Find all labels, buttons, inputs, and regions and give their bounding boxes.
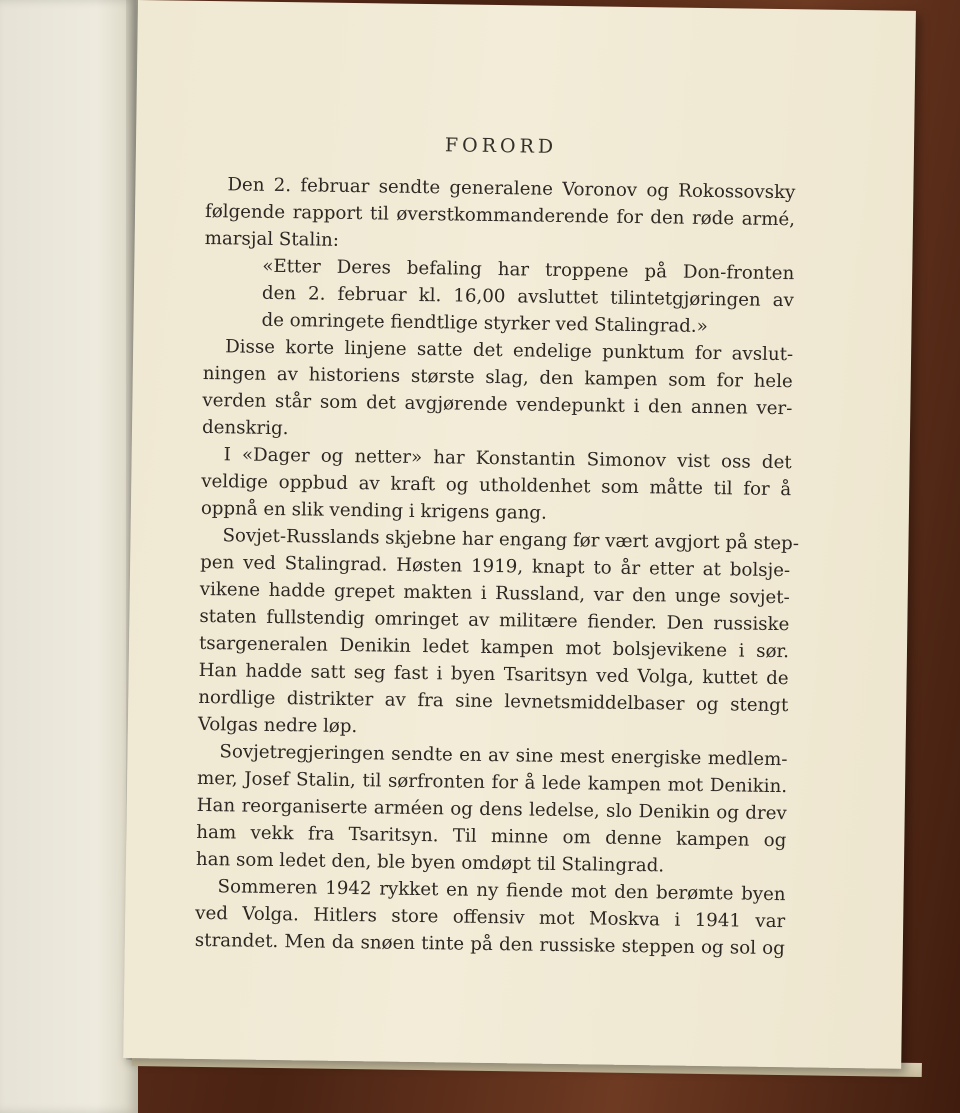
text-line: veldige oppbud av kraft og utholdenhet som måtte til for å: [201, 470, 792, 501]
text-line: Sovjetregjeringen sendte en av sine mest energiske medlem-: [219, 741, 788, 771]
text-line: verden står som det avgjørende vendepunkt i den annen ver-: [202, 389, 793, 420]
page-heading: FORORD: [444, 134, 558, 158]
text-line: Han reorganiserte arméen og dens ledelse, slo Denikin og drev: [196, 794, 787, 825]
text-line: Den 2. februar sendte generalene Voronov og Rokossovsky: [227, 174, 796, 204]
text-line: strandet. Men da snøen tinte på den russiske steppen og sol og: [194, 929, 785, 960]
text-line: følgende rapport til øverstkommanderende for den røde armé,: [204, 200, 796, 231]
text-line: mer, Josef Stalin, til sørfronten for å lede kampen mot Denikin.: [196, 767, 788, 798]
text-line: Volgas nedre løp.: [197, 713, 358, 738]
quote-line: de omringete fiendtlige styrker ved Stalingrad.»: [261, 309, 708, 337]
text-line: denskrig.: [201, 416, 289, 440]
text-line: staten fullstendig omringet av militære fiender. Den russiske: [199, 605, 790, 636]
quote-line: «Etter Deres befaling har troppene på Don-fronten: [262, 255, 795, 285]
quote-line: den 2. februar kl. 16,00 avsluttet tilintetgjøringen av: [261, 282, 795, 312]
left-page: [0, 0, 138, 1113]
text-line: nordlige distrikter av fra sine levnetsmiddelbaser og stengt: [198, 686, 789, 717]
text-line: pen ved Stalingrad. Høsten 1919, knapt to år etter at bolsje-: [200, 551, 791, 582]
book-page: [123, 0, 916, 1069]
text-line: ningen av historiens største slag, den kampen som for hele: [202, 362, 793, 393]
text-line: ved Volga. Hitlers store offensiv mot Moskva i 1941 var: [195, 902, 786, 933]
text-line: han som ledet den, ble byen omdøpt til Stalingrad.: [195, 848, 665, 877]
text-line: I «Dager og netter» har Konstantin Simonov vist oss det: [223, 444, 792, 474]
text-line: Sommeren 1942 rykket en ny fiende mot den berømte byen: [217, 876, 786, 906]
text-line: oppnå en slik vending i krigens gang.: [200, 497, 547, 524]
text-line: Sovjet-Russlands skjebne har engang før vært avgjort på step-: [222, 525, 800, 555]
text-line: marsjal Stalin:: [204, 227, 340, 251]
page-text: [194, 131, 800, 962]
text-line: Han hadde satt seg fast i byen Tsaritsyn ved Volga, kuttet de: [198, 659, 789, 690]
text-line: ham vekk fra Tsaritsyn. Til minne om denne kampen og: [196, 821, 787, 852]
text-line: tsargeneralen Denikin ledet kampen mot bolsjevikene i sør.: [198, 632, 790, 663]
text-line: vikene hadde grepet makten i Russland, var den unge sovjet-: [199, 578, 790, 609]
text-line: Disse korte linjene satte det endelige punktum for avslut-: [225, 336, 794, 366]
